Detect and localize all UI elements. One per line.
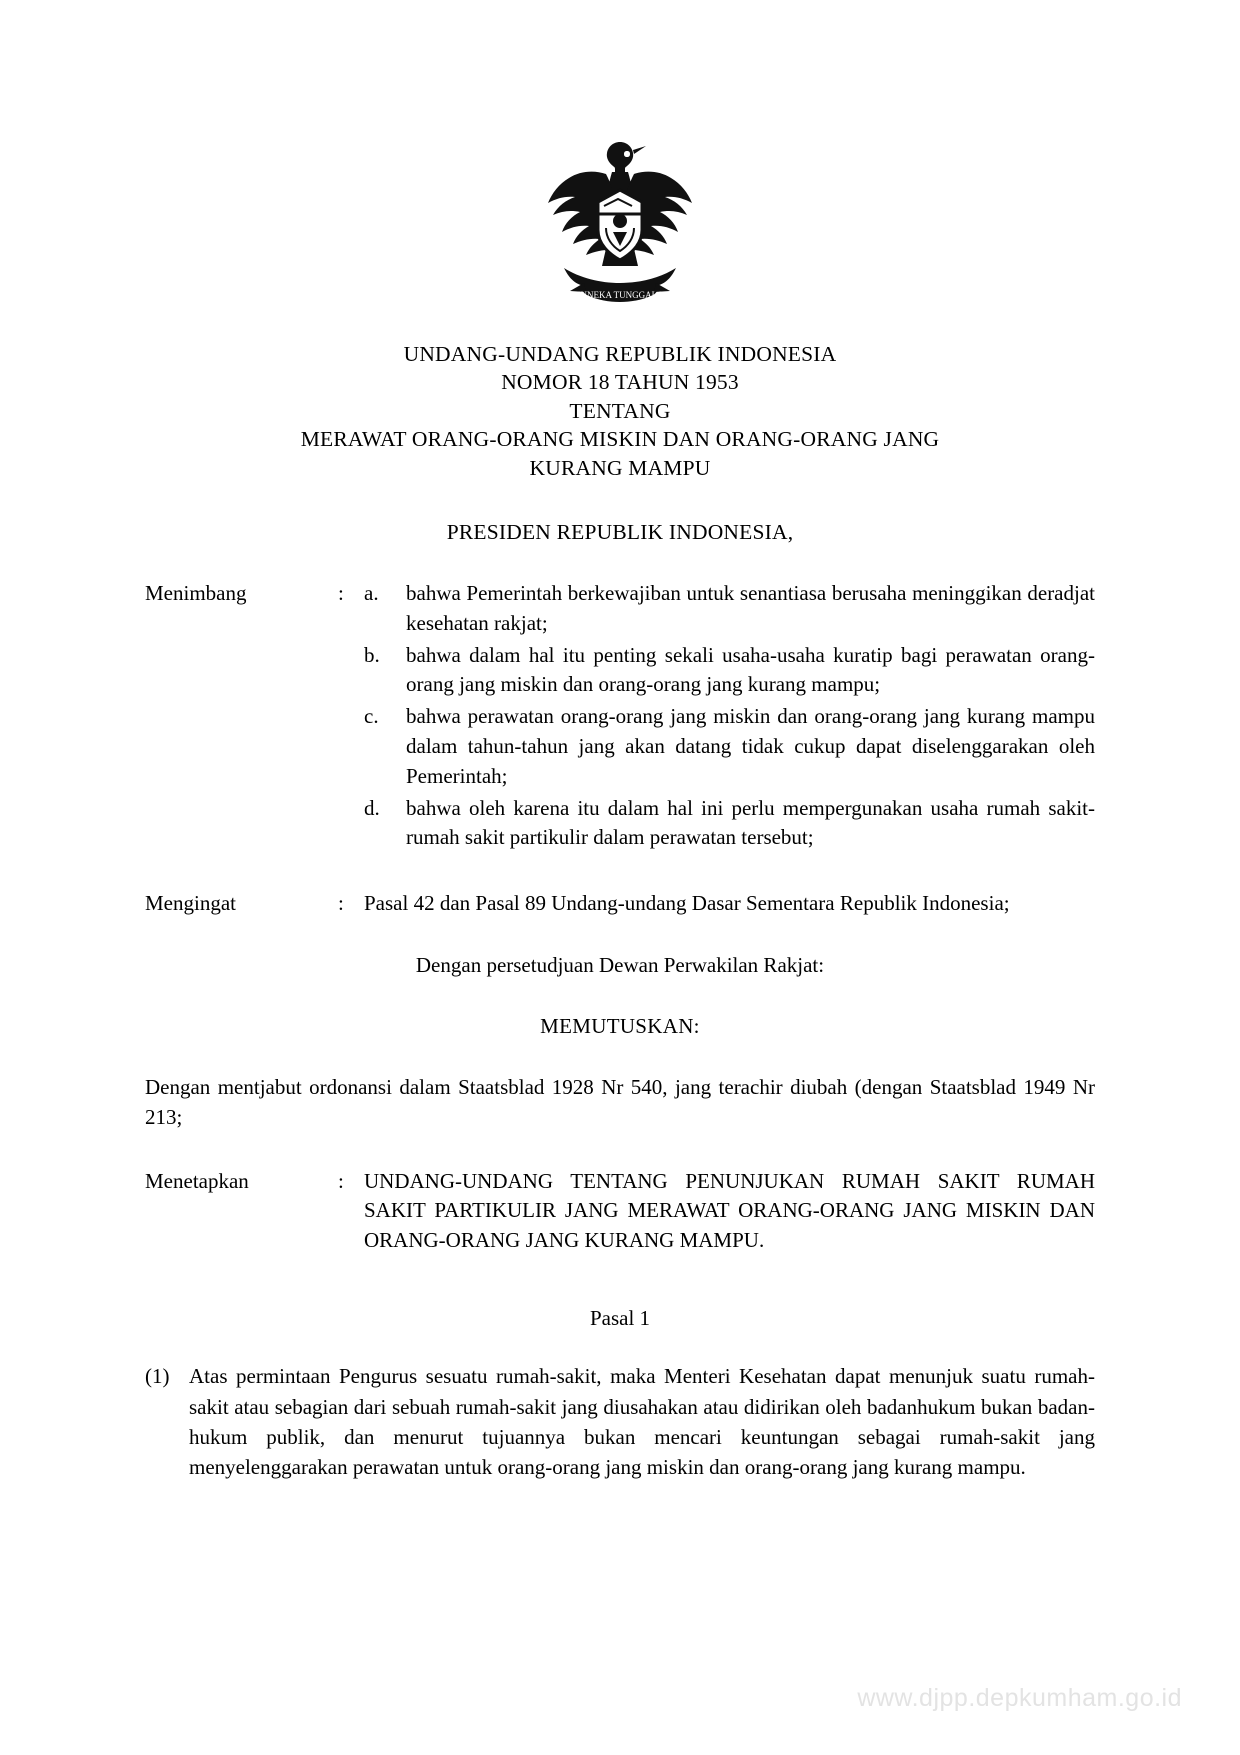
title-line-5: KURANG MAMPU <box>529 455 711 480</box>
menimbang-item <box>364 641 1095 701</box>
emblem-container <box>145 0 1095 318</box>
item-text: bahwa perawatan orang-orang jang miskin dan orang-orang jang kurang mampu dalam tahun-tahun jang akan datang tidak cukup dapat diselenggarakan oleh Pemerintah; <box>406 704 1095 788</box>
menimbang-item <box>364 794 1095 854</box>
title-line-4: MERAWAT ORANG-ORANG MISKIN DAN ORANG-ORANG JANG <box>300 427 940 452</box>
menetapkan-label: Menetapkan <box>145 1168 249 1193</box>
menimbang-section <box>145 579 1095 855</box>
item-text: bahwa Pemerintah berkewajiban untuk senantiasa berusaha meninggikan deradjat kesehatan rakjat; <box>406 580 1095 635</box>
pasal-1-item <box>145 1361 1095 1483</box>
mengingat-section <box>145 889 1095 919</box>
title-line-2: NOMOR 18 TAHUN 1953 <box>501 370 739 395</box>
menimbang-item <box>364 702 1095 791</box>
menimbang-item <box>364 579 1095 639</box>
document-title-block <box>145 340 1095 482</box>
item-text: bahwa dalam hal itu penting sekali usaha-usaha kuratip bagi perawatan orang-orang jang miskin dan orang-orang jang kurang mampu; <box>406 642 1095 697</box>
item-text: bahwa oleh karena itu dalam hal ini perlu mempergunakan usaha rumah sakit-rumah sakit partikulir dalam perawatan tersebut; <box>406 795 1095 850</box>
title-line-1: UNDANG-UNDANG REPUBLIK INDONESIA <box>403 342 837 366</box>
mengingat-text: Pasal 42 dan Pasal 89 Undang-undang Dasar Sementara Republik Indonesia; <box>364 891 1010 916</box>
watermark: www.djpp.depkumham.go.id <box>857 1684 1182 1712</box>
item-letter: a. <box>364 580 379 605</box>
president-heading: PRESIDEN REPUBLIK INDONESIA, <box>446 519 794 544</box>
svg-text:BHINNEKA TUNGGAL IKA: BHINNEKA TUNGGAL IKA <box>565 290 675 300</box>
persetudjuan-line: Dengan persetudjuan Dewan Perwakilan Rakjat: <box>415 953 825 977</box>
mentjabut-paragraph: Dengan mentjabut ordonansi dalam Staatsblad 1928 Nr 540, jang terachir diubah (dengan Staatsblad 1949 Nr 213; <box>145 1075 1095 1129</box>
menimbang-colon: : <box>338 580 344 605</box>
title-line-3: TENTANG <box>569 398 671 423</box>
item-letter: d. <box>364 795 380 820</box>
item-number: (1) <box>145 1364 170 1389</box>
pasal-1-heading: Pasal 1 <box>589 1306 651 1331</box>
mengingat-label: Mengingat <box>145 891 236 916</box>
garuda-pancasila-emblem <box>520 128 720 318</box>
item-letter: b. <box>364 642 380 667</box>
memutuskan-heading: MEMUTUSKAN: <box>540 1014 700 1038</box>
menetapkan-colon: : <box>338 1168 344 1193</box>
menimbang-label: Menimbang <box>145 580 247 605</box>
mengingat-colon: : <box>338 891 344 916</box>
menetapkan-text: UNDANG-UNDANG TENTANG PENUNJUKAN RUMAH SAKIT RUMAH SAKIT PARTIKULIR JANG MERAWAT ORANG-ORANG JANG MISKIN DAN ORANG-ORANG JANG KURANG MAMPU. <box>364 1168 1095 1253</box>
item-text: Atas permintaan Pengurus sesuatu rumah-sakit, maka Menteri Kesehatan dapat menunjuk suatu rumah-sakit atau sebagian dari sebuah rumah-sakit jang diusahakan atau didirikan oleh badanhukum bukan badan-hukum publik, dan menurut tujuannya bukan mencari keuntungan sebagai rumah-sakit jang menyelenggarakan perawatan untuk orang-orang jang miskin dan orang-orang jang kurang mampu. <box>189 1364 1095 1480</box>
menimbang-items <box>364 579 1095 855</box>
menetapkan-section <box>145 1167 1095 1256</box>
item-letter: c. <box>364 704 379 729</box>
